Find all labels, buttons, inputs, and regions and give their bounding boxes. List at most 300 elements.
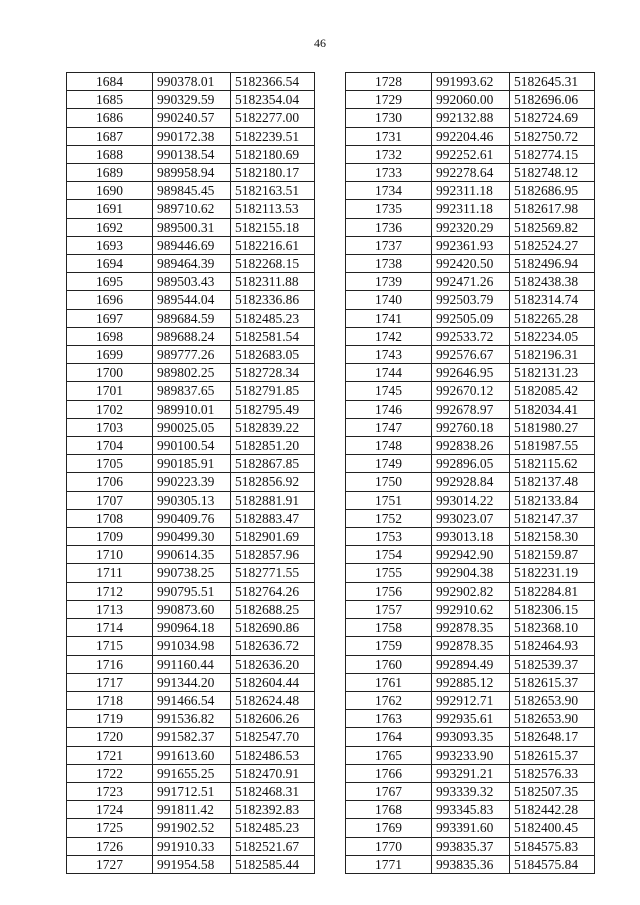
y-coordinate-cell: 5182748.12: [510, 164, 595, 182]
point-number-cell: 1747: [346, 418, 432, 436]
point-number-cell: 1684: [67, 73, 153, 91]
x-coordinate-cell: 992361.93: [432, 236, 510, 254]
point-number-cell: 1751: [346, 491, 432, 509]
table-row: [346, 109, 595, 127]
x-coordinate-cell: 991034.98: [153, 637, 231, 655]
point-number-cell: 1741: [346, 309, 432, 327]
x-coordinate-cell: 992942.90: [432, 546, 510, 564]
x-coordinate-cell: 991655.25: [153, 764, 231, 782]
table-row: [67, 364, 315, 382]
table-row: [67, 855, 315, 873]
x-coordinate-cell: 993339.32: [432, 782, 510, 800]
x-coordinate-cell: 992420.50: [432, 255, 510, 273]
point-number-cell: 1759: [346, 637, 432, 655]
point-number-cell: 1760: [346, 655, 432, 673]
y-coordinate-cell: 5182277.00: [231, 109, 315, 127]
x-coordinate-cell: 992878.35: [432, 619, 510, 637]
table-row: [67, 619, 315, 637]
x-coordinate-cell: 991993.62: [432, 73, 510, 91]
table-row: [67, 291, 315, 309]
point-number-cell: 1703: [67, 418, 153, 436]
point-number-cell: 1742: [346, 327, 432, 345]
x-coordinate-cell: 992533.72: [432, 327, 510, 345]
coordinates-table-left: [66, 72, 315, 874]
table-row: [67, 437, 315, 455]
table-row: [346, 801, 595, 819]
table-row: [67, 710, 315, 728]
y-coordinate-cell: 5182196.31: [510, 346, 595, 364]
x-coordinate-cell: 989500.31: [153, 218, 231, 236]
y-coordinate-cell: 5182728.34: [231, 364, 315, 382]
point-number-cell: 1750: [346, 473, 432, 491]
x-coordinate-cell: 989446.69: [153, 236, 231, 254]
table-row: [346, 437, 595, 455]
table-row: [67, 218, 315, 236]
x-coordinate-cell: 990614.35: [153, 546, 231, 564]
point-number-cell: 1693: [67, 236, 153, 254]
y-coordinate-cell: 5182470.91: [231, 764, 315, 782]
y-coordinate-cell: 5182216.61: [231, 236, 315, 254]
y-coordinate-cell: 5182653.90: [510, 691, 595, 709]
y-coordinate-cell: 5182336.86: [231, 291, 315, 309]
point-number-cell: 1708: [67, 509, 153, 527]
y-coordinate-cell: 5182791.85: [231, 382, 315, 400]
x-coordinate-cell: 992132.88: [432, 109, 510, 127]
point-number-cell: 1724: [67, 801, 153, 819]
table-row: [67, 91, 315, 109]
table-row: [67, 127, 315, 145]
x-coordinate-cell: 991466.54: [153, 691, 231, 709]
y-coordinate-cell: 5182485.23: [231, 309, 315, 327]
x-coordinate-cell: 992320.29: [432, 218, 510, 236]
point-number-cell: 1764: [346, 728, 432, 746]
table-row: [67, 655, 315, 673]
point-number-cell: 1691: [67, 200, 153, 218]
x-coordinate-cell: 990738.25: [153, 564, 231, 582]
table-row: [67, 819, 315, 837]
y-coordinate-cell: 5182366.54: [231, 73, 315, 91]
table-row: [67, 400, 315, 418]
y-coordinate-cell: 5182690.86: [231, 619, 315, 637]
point-number-cell: 1752: [346, 509, 432, 527]
x-coordinate-cell: 990964.18: [153, 619, 231, 637]
table-row: [67, 145, 315, 163]
x-coordinate-cell: 992252.61: [432, 145, 510, 163]
table-row: [346, 509, 595, 527]
x-coordinate-cell: 992471.26: [432, 273, 510, 291]
x-coordinate-cell: 992278.64: [432, 164, 510, 182]
table-row: [346, 528, 595, 546]
y-coordinate-cell: 5182774.15: [510, 145, 595, 163]
point-number-cell: 1762: [346, 691, 432, 709]
point-number-cell: 1768: [346, 801, 432, 819]
x-coordinate-cell: 989837.65: [153, 382, 231, 400]
y-coordinate-cell: 5182400.45: [510, 819, 595, 837]
point-number-cell: 1767: [346, 782, 432, 800]
y-coordinate-cell: 5182231.19: [510, 564, 595, 582]
point-number-cell: 1710: [67, 546, 153, 564]
table-row: [346, 364, 595, 382]
point-number-cell: 1725: [67, 819, 153, 837]
table-row: [346, 455, 595, 473]
y-coordinate-cell: 5182696.06: [510, 91, 595, 109]
x-coordinate-cell: 989544.04: [153, 291, 231, 309]
y-coordinate-cell: 5182851.20: [231, 437, 315, 455]
table-row: [67, 637, 315, 655]
point-number-cell: 1692: [67, 218, 153, 236]
y-coordinate-cell: 5182115.62: [510, 455, 595, 473]
table-row: [346, 418, 595, 436]
table-row: [67, 346, 315, 364]
table-row: [67, 546, 315, 564]
table-row: [67, 837, 315, 855]
point-number-cell: 1686: [67, 109, 153, 127]
y-coordinate-cell: 5182034.41: [510, 400, 595, 418]
table-row: [346, 273, 595, 291]
table-row: [67, 236, 315, 254]
y-coordinate-cell: 5181987.55: [510, 437, 595, 455]
point-number-cell: 1719: [67, 710, 153, 728]
x-coordinate-cell: 993291.21: [432, 764, 510, 782]
point-number-cell: 1726: [67, 837, 153, 855]
x-coordinate-cell: 993023.07: [432, 509, 510, 527]
point-number-cell: 1714: [67, 619, 153, 637]
table-row: [346, 309, 595, 327]
table-row: [346, 710, 595, 728]
y-coordinate-cell: 5182636.20: [231, 655, 315, 673]
point-number-cell: 1716: [67, 655, 153, 673]
y-coordinate-cell: 5184575.83: [510, 837, 595, 855]
point-number-cell: 1718: [67, 691, 153, 709]
y-coordinate-cell: 5182392.83: [231, 801, 315, 819]
y-coordinate-cell: 5182724.69: [510, 109, 595, 127]
y-coordinate-cell: 5182239.51: [231, 127, 315, 145]
point-number-cell: 1721: [67, 746, 153, 764]
y-coordinate-cell: 5182368.10: [510, 619, 595, 637]
point-number-cell: 1755: [346, 564, 432, 582]
y-coordinate-cell: 5182615.37: [510, 673, 595, 691]
table-row: [346, 255, 595, 273]
table-row: [346, 655, 595, 673]
x-coordinate-cell: 992902.82: [432, 582, 510, 600]
point-number-cell: 1766: [346, 764, 432, 782]
x-coordinate-cell: 992060.00: [432, 91, 510, 109]
point-number-cell: 1770: [346, 837, 432, 855]
y-coordinate-cell: 5182159.87: [510, 546, 595, 564]
y-coordinate-cell: 5182617.98: [510, 200, 595, 218]
point-number-cell: 1736: [346, 218, 432, 236]
table-row: [67, 109, 315, 127]
table-row: [346, 782, 595, 800]
x-coordinate-cell: 989710.62: [153, 200, 231, 218]
y-coordinate-cell: 5182883.47: [231, 509, 315, 527]
table-row: [346, 400, 595, 418]
table-row: [346, 91, 595, 109]
x-coordinate-cell: 990025.05: [153, 418, 231, 436]
x-coordinate-cell: 991344.20: [153, 673, 231, 691]
x-coordinate-cell: 989802.25: [153, 364, 231, 382]
point-number-cell: 1758: [346, 619, 432, 637]
y-coordinate-cell: 5182234.05: [510, 327, 595, 345]
x-coordinate-cell: 993391.60: [432, 819, 510, 837]
y-coordinate-cell: 5182795.49: [231, 400, 315, 418]
table-row: [67, 673, 315, 691]
table-row: [346, 236, 595, 254]
point-number-cell: 1687: [67, 127, 153, 145]
table-row: [346, 200, 595, 218]
point-number-cell: 1765: [346, 746, 432, 764]
table-row: [67, 582, 315, 600]
x-coordinate-cell: 991712.51: [153, 782, 231, 800]
table-row: [346, 855, 595, 873]
x-coordinate-cell: 992678.97: [432, 400, 510, 418]
point-number-cell: 1695: [67, 273, 153, 291]
y-coordinate-cell: 5182547.70: [231, 728, 315, 746]
x-coordinate-cell: 992505.09: [432, 309, 510, 327]
point-number-cell: 1756: [346, 582, 432, 600]
point-number-cell: 1754: [346, 546, 432, 564]
y-coordinate-cell: 5182113.53: [231, 200, 315, 218]
point-number-cell: 1709: [67, 528, 153, 546]
table-row: [67, 764, 315, 782]
point-number-cell: 1699: [67, 346, 153, 364]
y-coordinate-cell: 5182606.26: [231, 710, 315, 728]
table-row: [346, 746, 595, 764]
x-coordinate-cell: 990795.51: [153, 582, 231, 600]
x-coordinate-cell: 992204.46: [432, 127, 510, 145]
table-row: [67, 164, 315, 182]
point-number-cell: 1739: [346, 273, 432, 291]
point-number-cell: 1706: [67, 473, 153, 491]
y-coordinate-cell: 5182265.28: [510, 309, 595, 327]
point-number-cell: 1689: [67, 164, 153, 182]
y-coordinate-cell: 5182539.37: [510, 655, 595, 673]
x-coordinate-cell: 991902.52: [153, 819, 231, 837]
y-coordinate-cell: 5182155.18: [231, 218, 315, 236]
y-coordinate-cell: 5182496.94: [510, 255, 595, 273]
x-coordinate-cell: 992311.18: [432, 200, 510, 218]
table-row: [346, 127, 595, 145]
y-coordinate-cell: 5182771.55: [231, 564, 315, 582]
y-coordinate-cell: 5182486.53: [231, 746, 315, 764]
y-coordinate-cell: 5182839.22: [231, 418, 315, 436]
point-number-cell: 1722: [67, 764, 153, 782]
x-coordinate-cell: 989684.59: [153, 309, 231, 327]
point-number-cell: 1738: [346, 255, 432, 273]
table-row: [346, 346, 595, 364]
point-number-cell: 1745: [346, 382, 432, 400]
x-coordinate-cell: 992646.95: [432, 364, 510, 382]
point-number-cell: 1701: [67, 382, 153, 400]
x-coordinate-cell: 991954.58: [153, 855, 231, 873]
x-coordinate-cell: 990223.39: [153, 473, 231, 491]
x-coordinate-cell: 992904.38: [432, 564, 510, 582]
y-coordinate-cell: 5182464.93: [510, 637, 595, 655]
x-coordinate-cell: 993835.37: [432, 837, 510, 855]
point-number-cell: 1757: [346, 600, 432, 618]
table-row: [346, 691, 595, 709]
y-coordinate-cell: 5182468.31: [231, 782, 315, 800]
x-coordinate-cell: 989688.24: [153, 327, 231, 345]
y-coordinate-cell: 5182901.69: [231, 528, 315, 546]
point-number-cell: 1688: [67, 145, 153, 163]
x-coordinate-cell: 992576.67: [432, 346, 510, 364]
table-row: [67, 491, 315, 509]
point-number-cell: 1733: [346, 164, 432, 182]
y-coordinate-cell: 5182683.05: [231, 346, 315, 364]
x-coordinate-cell: 990409.76: [153, 509, 231, 527]
table-row: [346, 218, 595, 236]
point-number-cell: 1763: [346, 710, 432, 728]
point-number-cell: 1761: [346, 673, 432, 691]
x-coordinate-cell: 991910.33: [153, 837, 231, 855]
table-row: [346, 327, 595, 345]
table-row: [346, 182, 595, 200]
y-coordinate-cell: 5182645.31: [510, 73, 595, 91]
table-row: [67, 382, 315, 400]
table-row: [67, 564, 315, 582]
point-number-cell: 1694: [67, 255, 153, 273]
point-number-cell: 1713: [67, 600, 153, 618]
coordinates-table-right: [345, 72, 595, 874]
y-coordinate-cell: 5182085.42: [510, 382, 595, 400]
point-number-cell: 1723: [67, 782, 153, 800]
x-coordinate-cell: 992503.79: [432, 291, 510, 309]
y-coordinate-cell: 5182163.51: [231, 182, 315, 200]
table-row: [346, 837, 595, 855]
table-row: [67, 327, 315, 345]
point-number-cell: 1698: [67, 327, 153, 345]
x-coordinate-cell: 992928.84: [432, 473, 510, 491]
x-coordinate-cell: 990100.54: [153, 437, 231, 455]
table-row: [346, 564, 595, 582]
table-row: [67, 273, 315, 291]
x-coordinate-cell: 990185.91: [153, 455, 231, 473]
x-coordinate-cell: 992910.62: [432, 600, 510, 618]
x-coordinate-cell: 992894.49: [432, 655, 510, 673]
x-coordinate-cell: 992912.71: [432, 691, 510, 709]
table-row: [67, 73, 315, 91]
table-row: [67, 455, 315, 473]
y-coordinate-cell: 5182524.27: [510, 236, 595, 254]
table-row: [67, 473, 315, 491]
point-number-cell: 1749: [346, 455, 432, 473]
y-coordinate-cell: 5182585.44: [231, 855, 315, 873]
y-coordinate-cell: 5182764.26: [231, 582, 315, 600]
y-coordinate-cell: 5182867.85: [231, 455, 315, 473]
y-coordinate-cell: 5182442.28: [510, 801, 595, 819]
table-row: [346, 291, 595, 309]
y-coordinate-cell: 5182569.82: [510, 218, 595, 236]
y-coordinate-cell: 5182180.69: [231, 145, 315, 163]
table-row: [67, 255, 315, 273]
x-coordinate-cell: 989503.43: [153, 273, 231, 291]
y-coordinate-cell: 5181980.27: [510, 418, 595, 436]
table-row: [67, 200, 315, 218]
y-coordinate-cell: 5182750.72: [510, 127, 595, 145]
point-number-cell: 1729: [346, 91, 432, 109]
x-coordinate-cell: 992896.05: [432, 455, 510, 473]
x-coordinate-cell: 990240.57: [153, 109, 231, 127]
table-row: [346, 145, 595, 163]
y-coordinate-cell: 5182624.48: [231, 691, 315, 709]
x-coordinate-cell: 990329.59: [153, 91, 231, 109]
point-number-cell: 1704: [67, 437, 153, 455]
table-row: [67, 418, 315, 436]
point-number-cell: 1717: [67, 673, 153, 691]
y-coordinate-cell: 5182881.91: [231, 491, 315, 509]
point-number-cell: 1685: [67, 91, 153, 109]
table-row: [346, 819, 595, 837]
x-coordinate-cell: 989910.01: [153, 400, 231, 418]
table-row: [67, 728, 315, 746]
table-row: [67, 309, 315, 327]
table-row: [346, 637, 595, 655]
point-number-cell: 1740: [346, 291, 432, 309]
table-row: [346, 473, 595, 491]
y-coordinate-cell: 5182311.88: [231, 273, 315, 291]
table-row: [346, 673, 595, 691]
point-number-cell: 1734: [346, 182, 432, 200]
y-coordinate-cell: 5182604.44: [231, 673, 315, 691]
x-coordinate-cell: 992885.12: [432, 673, 510, 691]
x-coordinate-cell: 991613.60: [153, 746, 231, 764]
point-number-cell: 1705: [67, 455, 153, 473]
y-coordinate-cell: 5182158.30: [510, 528, 595, 546]
y-coordinate-cell: 5182485.23: [231, 819, 315, 837]
x-coordinate-cell: 993093.35: [432, 728, 510, 746]
table-row: [67, 509, 315, 527]
table-row: [346, 582, 595, 600]
point-number-cell: 1707: [67, 491, 153, 509]
y-coordinate-cell: 5182521.67: [231, 837, 315, 855]
point-number-cell: 1727: [67, 855, 153, 873]
y-coordinate-cell: 5182354.04: [231, 91, 315, 109]
point-number-cell: 1728: [346, 73, 432, 91]
table-row: [67, 528, 315, 546]
point-number-cell: 1732: [346, 145, 432, 163]
point-number-cell: 1696: [67, 291, 153, 309]
x-coordinate-cell: 993014.22: [432, 491, 510, 509]
x-coordinate-cell: 991582.37: [153, 728, 231, 746]
x-coordinate-cell: 993835.36: [432, 855, 510, 873]
point-number-cell: 1743: [346, 346, 432, 364]
point-number-cell: 1746: [346, 400, 432, 418]
page-number: 46: [314, 36, 326, 50]
point-number-cell: 1690: [67, 182, 153, 200]
y-coordinate-cell: 5182284.81: [510, 582, 595, 600]
table-row: [346, 619, 595, 637]
x-coordinate-cell: 991536.82: [153, 710, 231, 728]
table-row: [67, 182, 315, 200]
x-coordinate-cell: 989464.39: [153, 255, 231, 273]
x-coordinate-cell: 992878.35: [432, 637, 510, 655]
x-coordinate-cell: 992935.61: [432, 710, 510, 728]
point-number-cell: 1748: [346, 437, 432, 455]
x-coordinate-cell: 990138.54: [153, 145, 231, 163]
table-row: [346, 764, 595, 782]
x-coordinate-cell: 992670.12: [432, 382, 510, 400]
y-coordinate-cell: 5184575.84: [510, 855, 595, 873]
x-coordinate-cell: 990305.13: [153, 491, 231, 509]
point-number-cell: 1737: [346, 236, 432, 254]
table-row: [346, 73, 595, 91]
point-number-cell: 1771: [346, 855, 432, 873]
point-number-cell: 1753: [346, 528, 432, 546]
y-coordinate-cell: 5182581.54: [231, 327, 315, 345]
y-coordinate-cell: 5182686.95: [510, 182, 595, 200]
point-number-cell: 1735: [346, 200, 432, 218]
